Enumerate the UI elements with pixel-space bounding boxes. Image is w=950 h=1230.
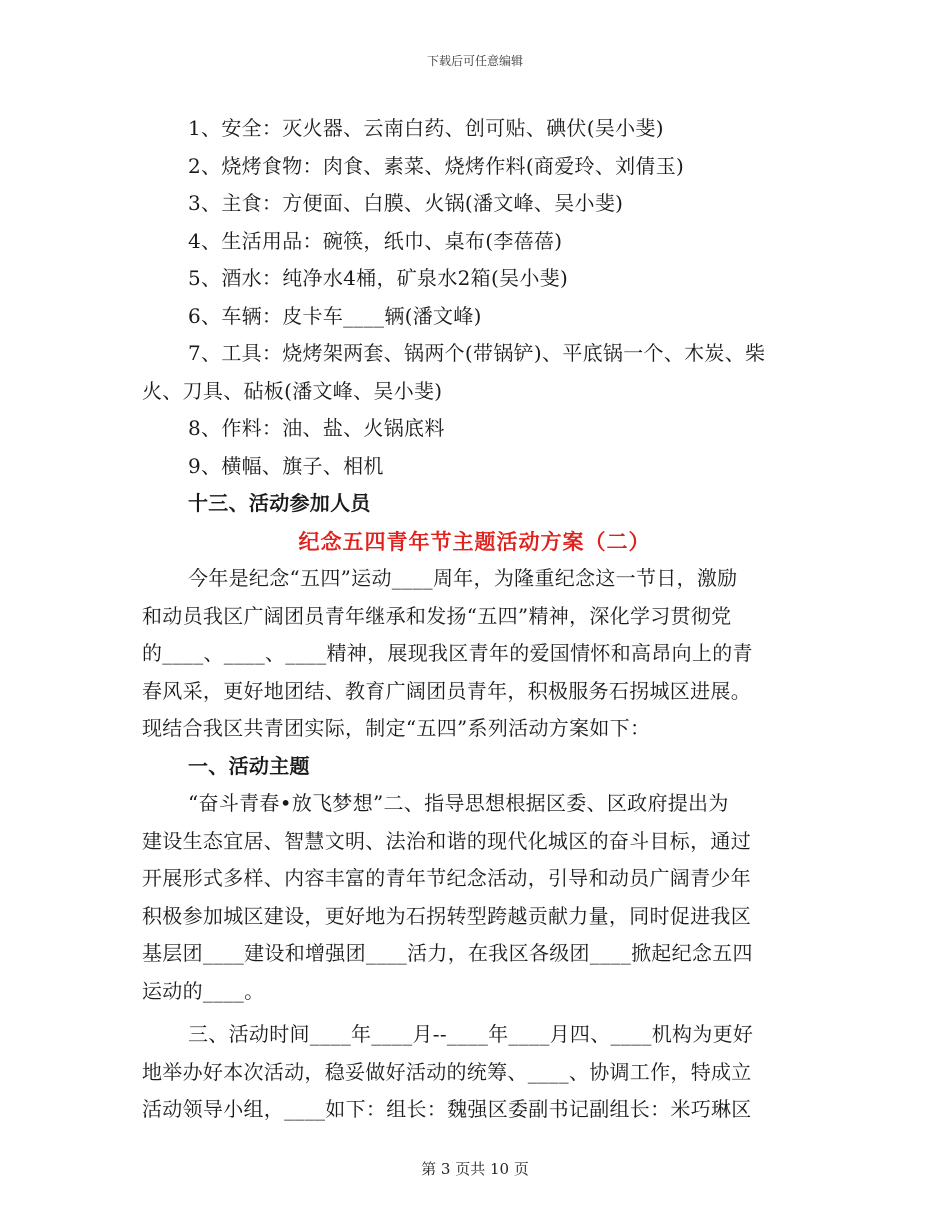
text-line: 积极参加城区建设，更好地为石拐转型跨越贡献力量，同时促进我区	[142, 903, 751, 928]
text-line: 火、刀具、砧板(潘文峰、吴小斐)	[142, 378, 443, 403]
text-line: 建设生态宜居、智慧文明、法治和谐的现代化城区的奋斗目标，通过	[142, 828, 751, 853]
text-line: 7、工具：烧烤架两套、锅两个(带锅铲)、平底锅一个、木炭、柴	[188, 341, 766, 365]
text-line: 和动员我区广阔团员青年继承和发扬“五四”精神，深化学习贯彻党	[142, 603, 732, 628]
page-header: 下载后可任意编辑	[426, 54, 523, 68]
text-line: 开展形式多样、内容丰富的青年节纪念活动，引导和动员广阔青少年	[142, 866, 751, 890]
document-body	[142, 110, 807, 1129]
text-line: “奋斗青春•放飞梦想”二、指导思想根据区委、区政府提出为	[188, 791, 729, 815]
text-line: 9、横幅、旗子、相机	[188, 453, 384, 478]
text-line: 现结合我区共青团实际，制定“五四”系列活动方案如下：	[142, 716, 651, 740]
text-line: 3、主食：方便面、白膜、火锅(潘文峰、吴小斐)	[188, 191, 624, 215]
text-line: 今年是纪念“五四”运动____周年，为隆重纪念这一节日，激励	[188, 566, 738, 590]
text-line: 6、车辆：皮卡车____辆(潘文峰)	[188, 303, 482, 328]
text-line: 1、安全：灭火器、云南白药、创可贴、碘伏(吴小斐)	[188, 116, 664, 140]
section-title: 纪念五四青年节主题活动方案（二）	[298, 528, 651, 554]
page-footer: 第 3 页共 10 页	[421, 1160, 529, 1178]
text-line: 4、生活用品：碗筷，纸巾、桌布(李蓓蓓)	[188, 228, 563, 253]
text-line: 的____、____、____精神，展现我区青年的爱国情怀和高昂向上的青	[142, 641, 753, 665]
text-line: 春风采，更好地团结、教育广阔团员青年，积极服务石拐城区进展。	[142, 678, 751, 703]
text-line: 地举办好本次活动，稳妥做好活动的统筹、____、协调工作，特成立	[142, 1059, 752, 1084]
text-line: 活动领导小组，____如下：组长：魏强区委副书记副组长：米巧琳区	[142, 1097, 752, 1121]
text-line: 运动的____。	[142, 978, 265, 1003]
text-line: 三、活动时间____年____月--____年____月四、____机构为更好	[188, 1022, 754, 1046]
text-line: 十三、活动参加人员	[188, 491, 371, 515]
text-line: 2、烧烤食物：肉食、素菜、烧烤作料(商爱玲、刘倩玉)	[188, 153, 685, 178]
text-line: 一、活动主题	[188, 753, 310, 778]
text-line: 8、作料：油、盐、火锅底料	[188, 416, 445, 440]
text-line: 5、酒水：纯净水4桶，矿泉水2箱(吴小斐)	[188, 266, 569, 290]
text-line: 基层团____建设和增强团____活力，在我区各级团____掀起纪念五四	[142, 941, 753, 965]
